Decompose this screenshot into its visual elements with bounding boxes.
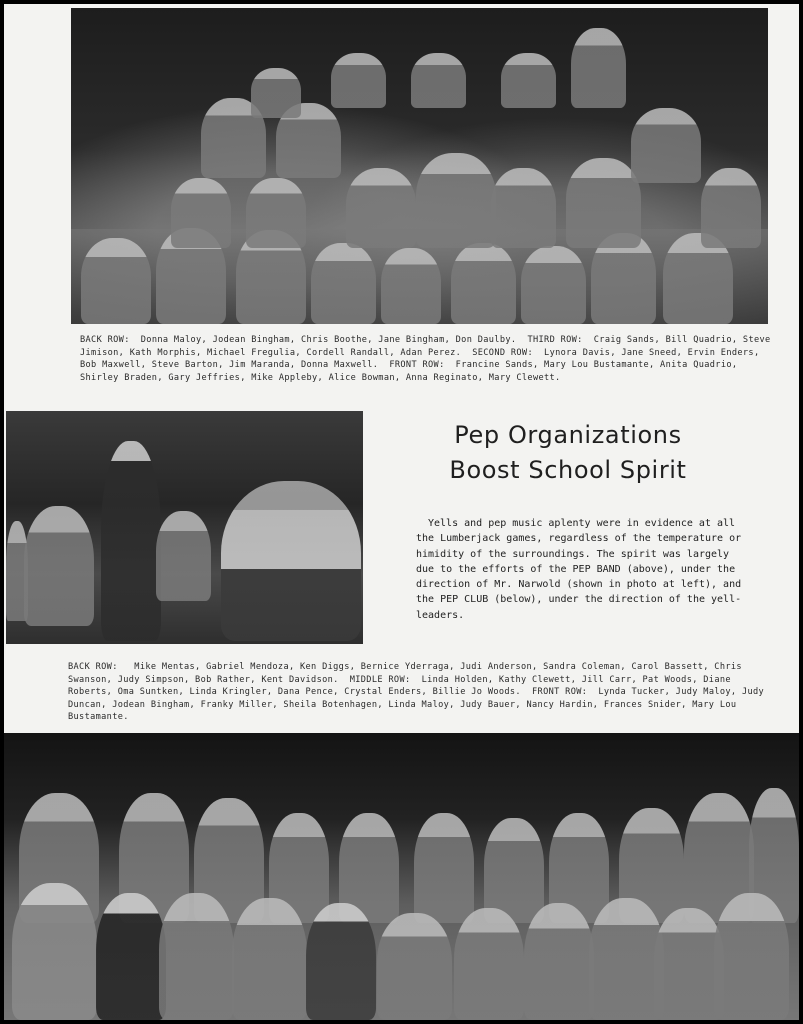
article-body: Yells and pep music aplenty were in evidence at all the Lumberjack games, regardless of the temperature or himidity of the surroundings. The spirit was largely due to the efforts of the PEP BAND (above), under the direction of Mr. Narwold (shown in photo at left), and the PEP CLUB (below), under the direction of the yell-leaders. — [416, 518, 742, 621]
pep-club-photo — [4, 733, 799, 1020]
band-second-row-names: Lynora Davis, Jane Sneed, Ervin Enders, Bob Maxwell, Steve Barton, Jim Maranda, Donna Maxwell. — [80, 347, 760, 371]
club-front-row-names: Lynda Tucker, Judy Maloy, Judy Duncan, Jodean Bingham, Franky Miller, Sheila Botenhagen, Linda Maloy, Judy Bauer, Nancy Hardin, Frances Snider, Mary Lou Bustamante. — [68, 687, 765, 723]
club-back-row-names: Mike Mentas, Gabriel Mendoza, Ken Diggs, Bernice Yderraga, Judi Anderson, Sandra Coleman, Carol Bassett, Chris Swanson, Judy Simpson, Bob Rather, Kent Davidson. — [68, 662, 742, 685]
club-front-row-label: FRONT ROW: — [532, 687, 588, 698]
club-middle-row-names: Linda Holden, Kathy Clewett, Jill Carr, Pat Woods, Diane Roberts, Oma Suntken, Linda Kringler, Dana Pence, Crystal Enders, Billie Jo Woods. — [68, 674, 731, 698]
club-members-group — [4, 733, 799, 1020]
club-back-row-label: BACK ROW: — [68, 662, 118, 672]
band-front-row-names: Francine Sands, Mary Lou Bustamante, Anita Quadrio, Shirley Braden, Gary Jeffries, Mike Appleby, Alice Bowman, Anna Reginato, Mary Clewett. — [80, 360, 738, 383]
band-third-row-names: Craig Sands, Bill Quadrio, Steve Jimison, Kath Morphis, Michael Fregulia, Cordell Randall, Adan Perez. — [80, 335, 771, 358]
band-front-row-label: FRONT ROW: — [389, 360, 445, 371]
pep-club-caption — [68, 661, 778, 724]
band-members-group — [71, 8, 768, 324]
director-photo — [6, 411, 363, 644]
headline-line-2: Boost School Spirit — [449, 456, 687, 484]
band-third-row-label: THIRD ROW: — [527, 335, 583, 345]
club-middle-row-label: MIDDLE ROW: — [349, 674, 411, 685]
director-scene — [6, 411, 363, 644]
band-back-row-label: BACK ROW: — [80, 335, 130, 345]
yearbook-page — [4, 4, 799, 1020]
pep-band-caption — [80, 334, 772, 384]
band-second-row-label: SECOND ROW: — [472, 347, 533, 358]
headline-line-1: Pep Organizations — [454, 421, 682, 449]
band-back-row-names: Donna Maloy, Jodean Bingham, Chris Boothe, Jane Bingham, Don Daulby. — [140, 335, 517, 345]
page-headline — [394, 418, 742, 488]
pep-band-photo — [71, 8, 768, 324]
